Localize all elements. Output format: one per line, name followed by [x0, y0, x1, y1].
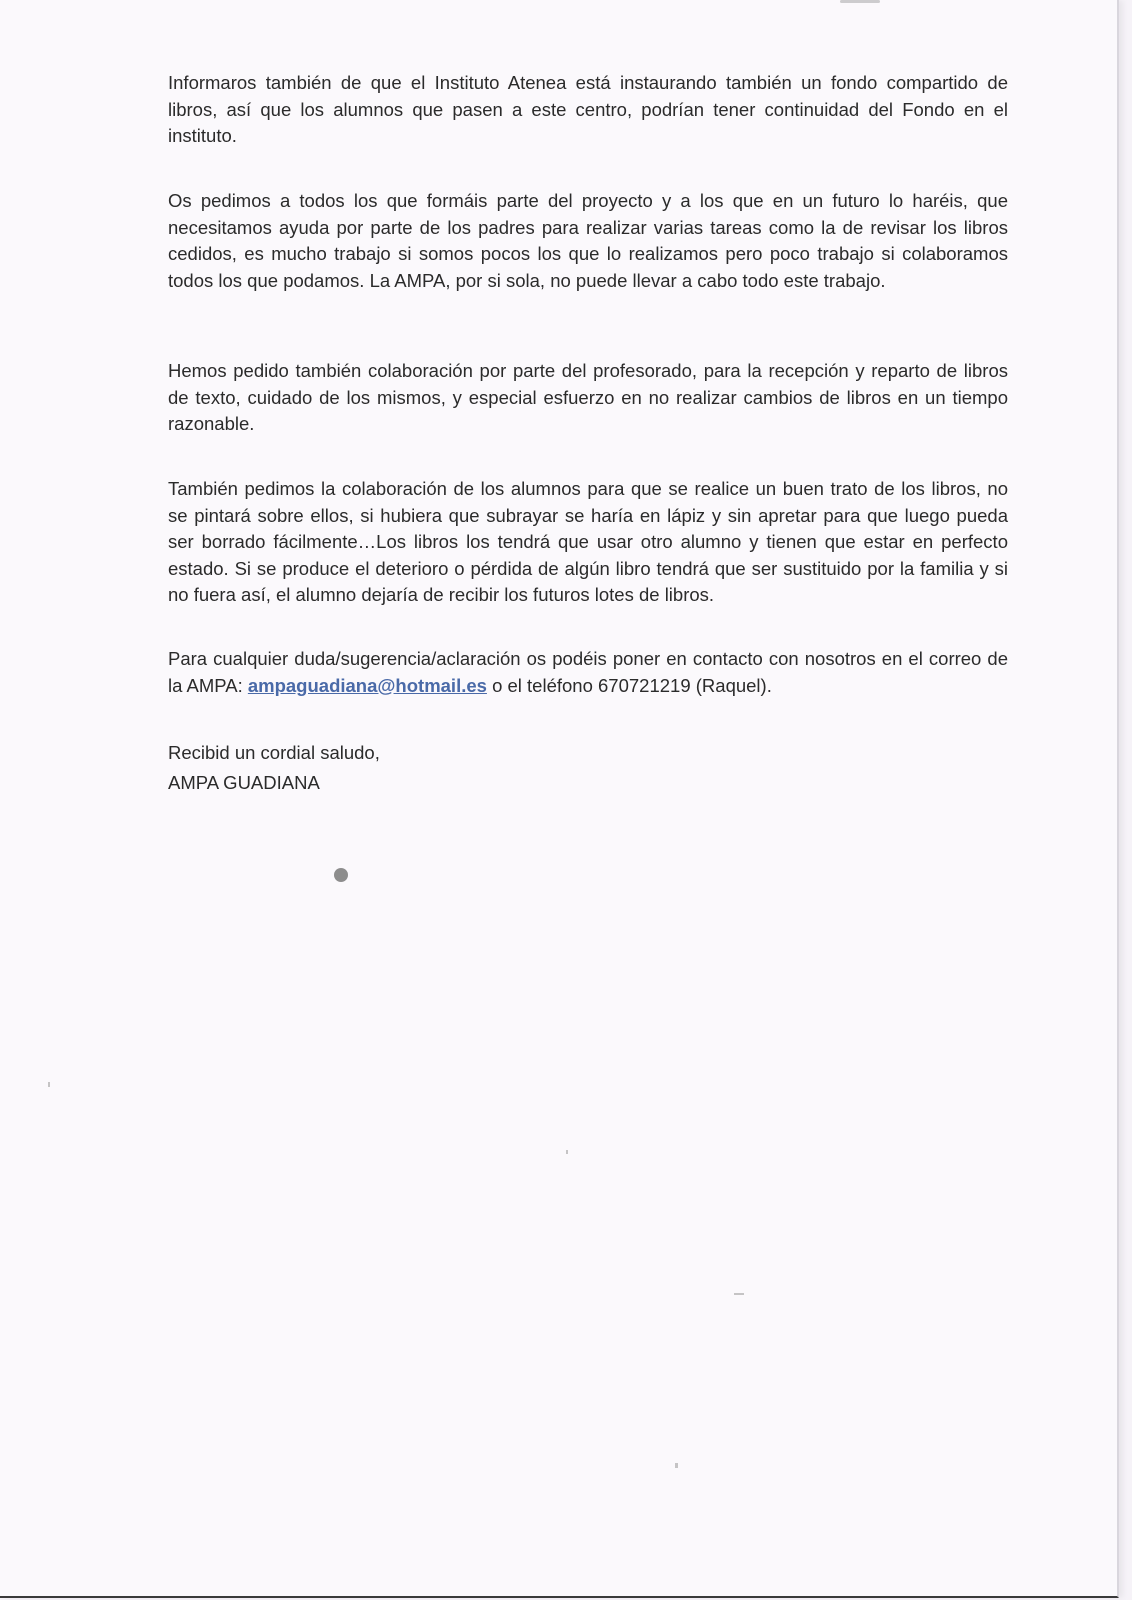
scan-mark	[675, 1463, 678, 1468]
paragraph-contacto	[168, 646, 1008, 699]
paragraph-profesorado: Hemos pedido también colaboración por parte del profesorado, para la recepción y reparto de libros de texto, cuidado de los mismos, y especial esfuerzo en no realizar cambios de libros en un tiempo razonable.	[168, 360, 1008, 434]
scan-mark	[48, 1082, 50, 1087]
punch-hole-dot	[334, 868, 348, 882]
contact-text-before: Para cualquier duda/sugerencia/aclaración os podéis poner en contacto con nosotros en el correo de la AMPA:	[168, 648, 1008, 696]
letter-closing	[168, 738, 380, 798]
scan-speck	[840, 0, 880, 3]
contact-text-after: o el teléfono 670721219 (Raquel).	[486, 674, 772, 696]
signature: AMPA GUADIANA	[168, 772, 320, 793]
email-link[interactable]: ampaguadiana@hotmail.es	[247, 674, 487, 696]
paragraph-alumnos: También pedimos la colaboración de los alumnos para que se realice un buen trato de los libros, no se pintará sobre ellos, si hubiera que subrayar se haría en lápiz y sin apretar para que luego pueda ser borrado fácilmente…Los libros los tendrá que usar otro alumno y tienen que estar en perfecto estado. Si se produce el deterioro o pérdida de algún libro tendrá que ser sustituido por la familia y si no fuera así, el alumno dejaría de recibir los futuros lotes de libros.	[168, 478, 1008, 605]
scan-mark	[566, 1150, 568, 1154]
scan-mark	[734, 1293, 744, 1295]
closing-greeting: Recibid un cordial saludo,	[168, 742, 380, 763]
paragraph-ayuda-padres: Os pedimos a todos los que formáis parte del proyecto y a los que en un futuro lo haréis, que necesitamos ayuda por parte de los padres para realizar varias tareas como la de revisar los libros cedidos, es mucho trabajo si somos pocos los que lo realizamos pero poco trabajo si colaboramos todos los que podamos. La AMPA, por si sola, no puede llevar a cabo todo este trabajo.	[168, 190, 1008, 291]
paragraph-instituto-atenea: Informaros también de que el Instituto Atenea está instaurando también un fondo compartido de libros, así que los alumnos que pasen a este centro, podrían tener continuidad del Fondo en el instituto.	[168, 72, 1008, 146]
